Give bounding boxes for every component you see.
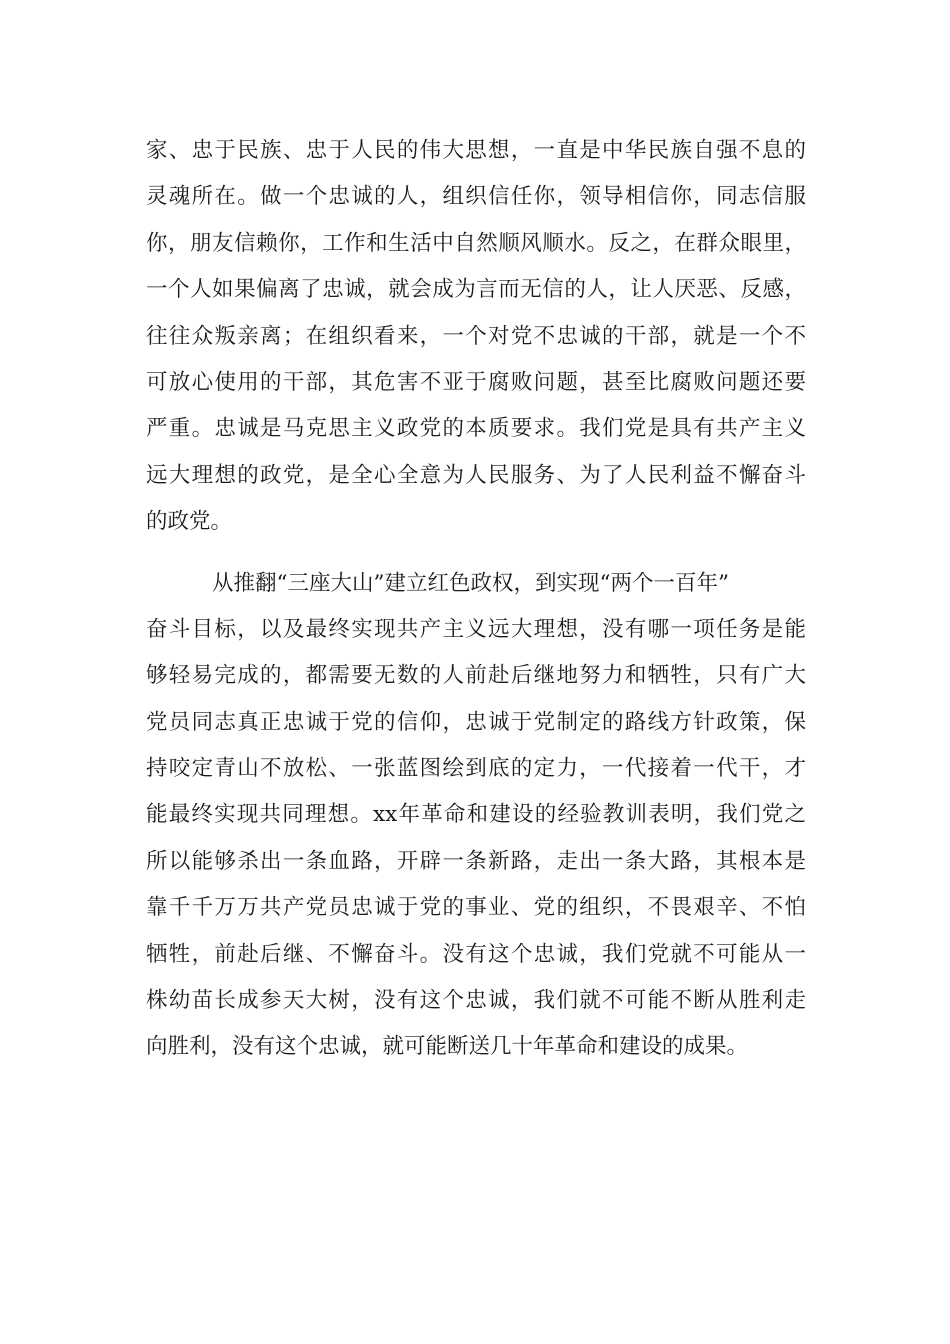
text-line: 远大理想的政党，是全心全意为人民服务、为了人民利益不懈奋斗 — [146, 462, 806, 488]
text-line: 向胜利，没有这个忠诚，就可能断送几十年革命和建设的成果。 — [146, 1034, 749, 1060]
text-line: 奋斗目标，以及最终实现共产主义远大理想，没有哪一项任务是能 — [146, 616, 806, 642]
text-line: 往往众叛亲离；在组织看来，一个对党不忠诚的干部，就是一个不 — [146, 323, 806, 349]
text-line: 的政党。 — [146, 509, 233, 535]
text-line: 够轻易完成的，都需要无数的人前赴后继地努力和牺牲，只有广大 — [146, 663, 806, 689]
text-line: 能最终实现共同理想。xx年革命和建设的经验教训表明，我们党之 — [146, 802, 806, 828]
text-line: 株幼苗长成参天大树，没有这个忠诚，我们就不可能不断从胜利走 — [146, 988, 806, 1014]
text-line: 可放心使用的干部，其危害不亚于腐败问题，甚至比腐败问题还要 — [146, 369, 806, 395]
text-line: 持咬定青山不放松、一张蓝图绘到底的定力，一代接着一代干，才 — [146, 756, 806, 782]
text-line: 党员同志真正忠诚于党的信仰，忠诚于党制定的路线方针政策，保 — [146, 709, 806, 735]
text-line: 从推翻“三座大山”建立红色政权，到实现“两个一百年” — [212, 570, 729, 596]
text-line: 严重。忠诚是马克思主义政党的本质要求。我们党是具有共产主义 — [146, 416, 806, 442]
body-text — [146, 128, 806, 1071]
text-line: 一个人如果偏离了忠诚，就会成为言而无信的人，让人厌恶、反感， — [146, 277, 806, 303]
text-line: 所以能够杀出一条血路，开辟一条新路，走出一条大路，其根本是 — [146, 848, 806, 874]
text-line: 你，朋友信赖你，工作和生活中自然顺风顺水。反之，在群众眼里， — [146, 230, 806, 256]
text-line: 家、忠于民族、忠于人民的伟大思想，一直是中华民族自强不息的 — [146, 138, 806, 163]
text-line: 牺牲，前赴后继、不懈奋斗。没有这个忠诚，我们党就不可能从一 — [146, 941, 806, 967]
paragraph-1 — [146, 128, 806, 546]
text-line: 灵魂所在。做一个忠诚的人，组织信任你，领导相信你，同志信服 — [146, 184, 806, 210]
paragraph-2 — [146, 561, 806, 1071]
text-line: 靠千千万万共产党员忠诚于党的事业、党的组织，不畏艰辛、不怕 — [146, 895, 806, 921]
